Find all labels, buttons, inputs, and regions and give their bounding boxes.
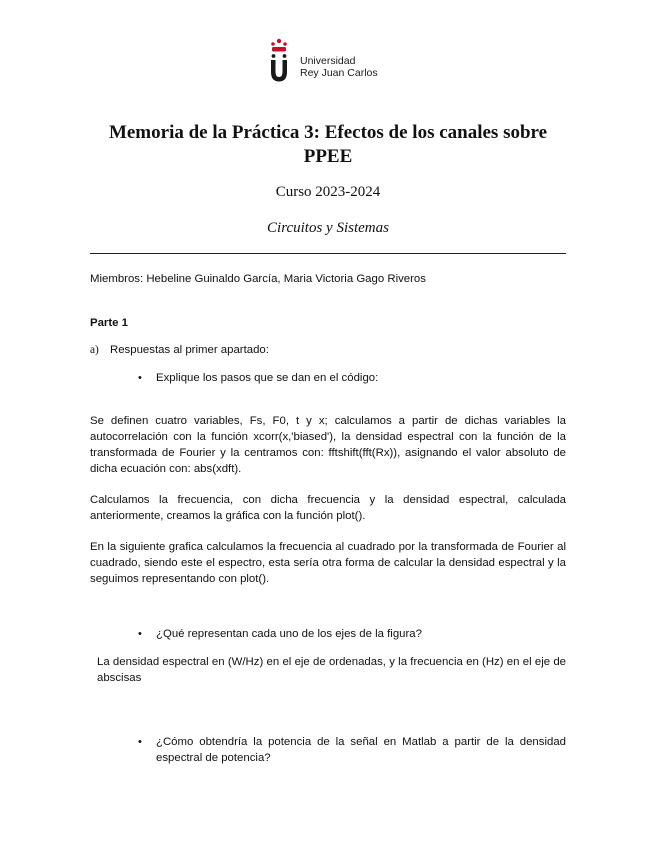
list-item-text: Respuestas al primer apartado:	[110, 344, 269, 356]
bullet-icon: •	[138, 736, 142, 748]
members-line: Miembros: Hebeline Guinaldo García, Maria Victoria Gago Riveros	[90, 273, 426, 285]
list-marker: a)	[90, 344, 99, 356]
institution-name	[300, 55, 378, 79]
paragraph-3: En la siguiente grafica calculamos la frecuencia al cuadrado por la transformada de Fourier al cuadrado, siendo este el espectro, esta sería otra forma de calcular la densidad espectral y la seguimos representando con plot().	[90, 541, 566, 585]
institution-line2: Rey Juan Carlos	[300, 67, 378, 79]
paragraph-4: La densidad espectral en (W/Hz) en el eje de ordenadas, y la frecuencia en (Hz) en el eje de abscisas	[97, 656, 566, 684]
bullet-item-2	[138, 626, 422, 642]
list-item-a	[90, 342, 269, 358]
bullet-item-1	[138, 370, 378, 386]
university-crest-icon	[268, 38, 290, 82]
university-logo	[268, 38, 398, 84]
subject-name: Circuitos y Sistemas	[267, 220, 389, 236]
bullet-icon: •	[138, 628, 142, 640]
bullet-text: ¿Qué representan cada uno de los ejes de la figura?	[156, 628, 422, 640]
course-year: Curso 2023-2024	[275, 184, 381, 200]
document-title: Memoria de la Práctica 3: Efectos de los canales sobre PPEE	[108, 122, 548, 167]
header-divider	[90, 253, 566, 254]
section-heading: Parte 1	[90, 317, 128, 329]
bullet-item-3	[138, 734, 566, 766]
paragraph-2: Calculamos la frecuencia, con dicha frecuencia y la densidad espectral, calculada anteriormente, creamos la gráfica con la función plot().	[90, 494, 566, 522]
institution-line1: Universidad	[300, 55, 356, 67]
paragraph-1: Se definen cuatro variables, Fs, F0, t y x; calculamos a partir de dichas variables la autocorrelación con la función xcorr(x,'biased'), la densidad espectral con la función de la transformada de Fourier y la centramos con: fftshift(fft(Rx)), asignando el valor absoluto de dicha ecuación con: abs(xdft).	[90, 415, 566, 475]
bullet-icon: •	[138, 372, 142, 384]
bullet-text: ¿Cómo obtendría la potencia de la señal en Matlab a partir de la densidad espectral de potencia?	[156, 736, 566, 764]
bullet-text: Explique los pasos que se dan en el código:	[156, 372, 379, 384]
